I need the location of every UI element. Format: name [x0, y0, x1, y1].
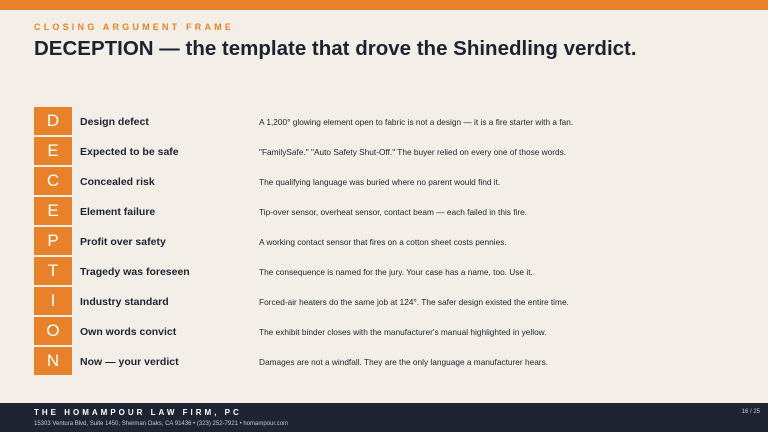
acronym-row	[34, 167, 754, 197]
acronym-row	[34, 197, 754, 227]
acronym-description: A 1,200° glowing element open to fabric is not a design — it is a fire starter with a fan.	[259, 117, 574, 127]
acronym-term: Design defect	[80, 116, 149, 128]
acronym-term: Element failure	[80, 206, 156, 218]
acronym-term: Own words convict	[80, 326, 177, 338]
slide-title: DECEPTION — the template that drove the Shinedling verdict.	[34, 37, 637, 60]
firm-address: 15303 Ventura Blvd, Suite 1450, Sherman Oaks, CA 91436 • (323) 252-7921 • homampour.com	[34, 421, 289, 427]
acronym-row	[34, 317, 754, 347]
acronym-description: A working contact sensor that fires on a cotton sheet costs pennies.	[259, 237, 507, 247]
acronym-letter: E	[34, 197, 72, 225]
acronym-letter: N	[34, 347, 72, 375]
acronym-description: The consequence is named for the jury. Your case has a name, too. Use it.	[259, 267, 533, 277]
top-accent-bar	[0, 0, 768, 10]
acronym-letter: O	[34, 317, 72, 345]
acronym-term: Tragedy was foreseen	[80, 266, 190, 278]
acronym-term: Concealed risk	[80, 176, 155, 188]
acronym-row	[34, 227, 754, 257]
footer-bar	[0, 403, 768, 432]
acronym-letter: P	[34, 227, 72, 255]
acronym-letter: T	[34, 257, 72, 285]
acronym-letter: D	[34, 107, 72, 135]
acronym-description: Tip-over sensor, overheat sensor, contact beam — each failed in this fire.	[259, 207, 528, 217]
acronym-letter: E	[34, 137, 72, 165]
firm-name: THE HOMAMPOUR LAW FIRM, PC	[34, 408, 242, 417]
acronym-row	[34, 137, 754, 167]
acronym-description: The exhibit binder closes with the manufacturer's manual highlighted in yellow.	[259, 327, 547, 337]
acronym-term: Profit over safety	[80, 236, 166, 248]
acronym-list	[34, 107, 754, 377]
acronym-description: Forced-air heaters do the same job at 124°. The safer design existed the entire time.	[259, 297, 569, 307]
acronym-row	[34, 257, 754, 287]
acronym-term: Now — your verdict	[80, 356, 179, 368]
eyebrow-label: CLOSING ARGUMENT FRAME	[34, 22, 235, 32]
acronym-term: Industry standard	[80, 296, 169, 308]
acronym-description: The qualifying language was buried where no parent would find it.	[259, 177, 501, 187]
acronym-term: Expected to be safe	[80, 146, 179, 158]
acronym-row	[34, 347, 754, 377]
acronym-description: Damages are not a windfall. They are the only language a manufacturer hears.	[259, 357, 549, 367]
acronym-description: "FamilySafe." "Auto Safety Shut-Off." The buyer relied on every one of those words.	[259, 147, 567, 157]
acronym-row	[34, 287, 754, 317]
acronym-row	[34, 107, 754, 137]
acronym-letter: C	[34, 167, 72, 195]
acronym-letter: I	[34, 287, 72, 315]
page-number: 16 / 25	[741, 409, 760, 415]
